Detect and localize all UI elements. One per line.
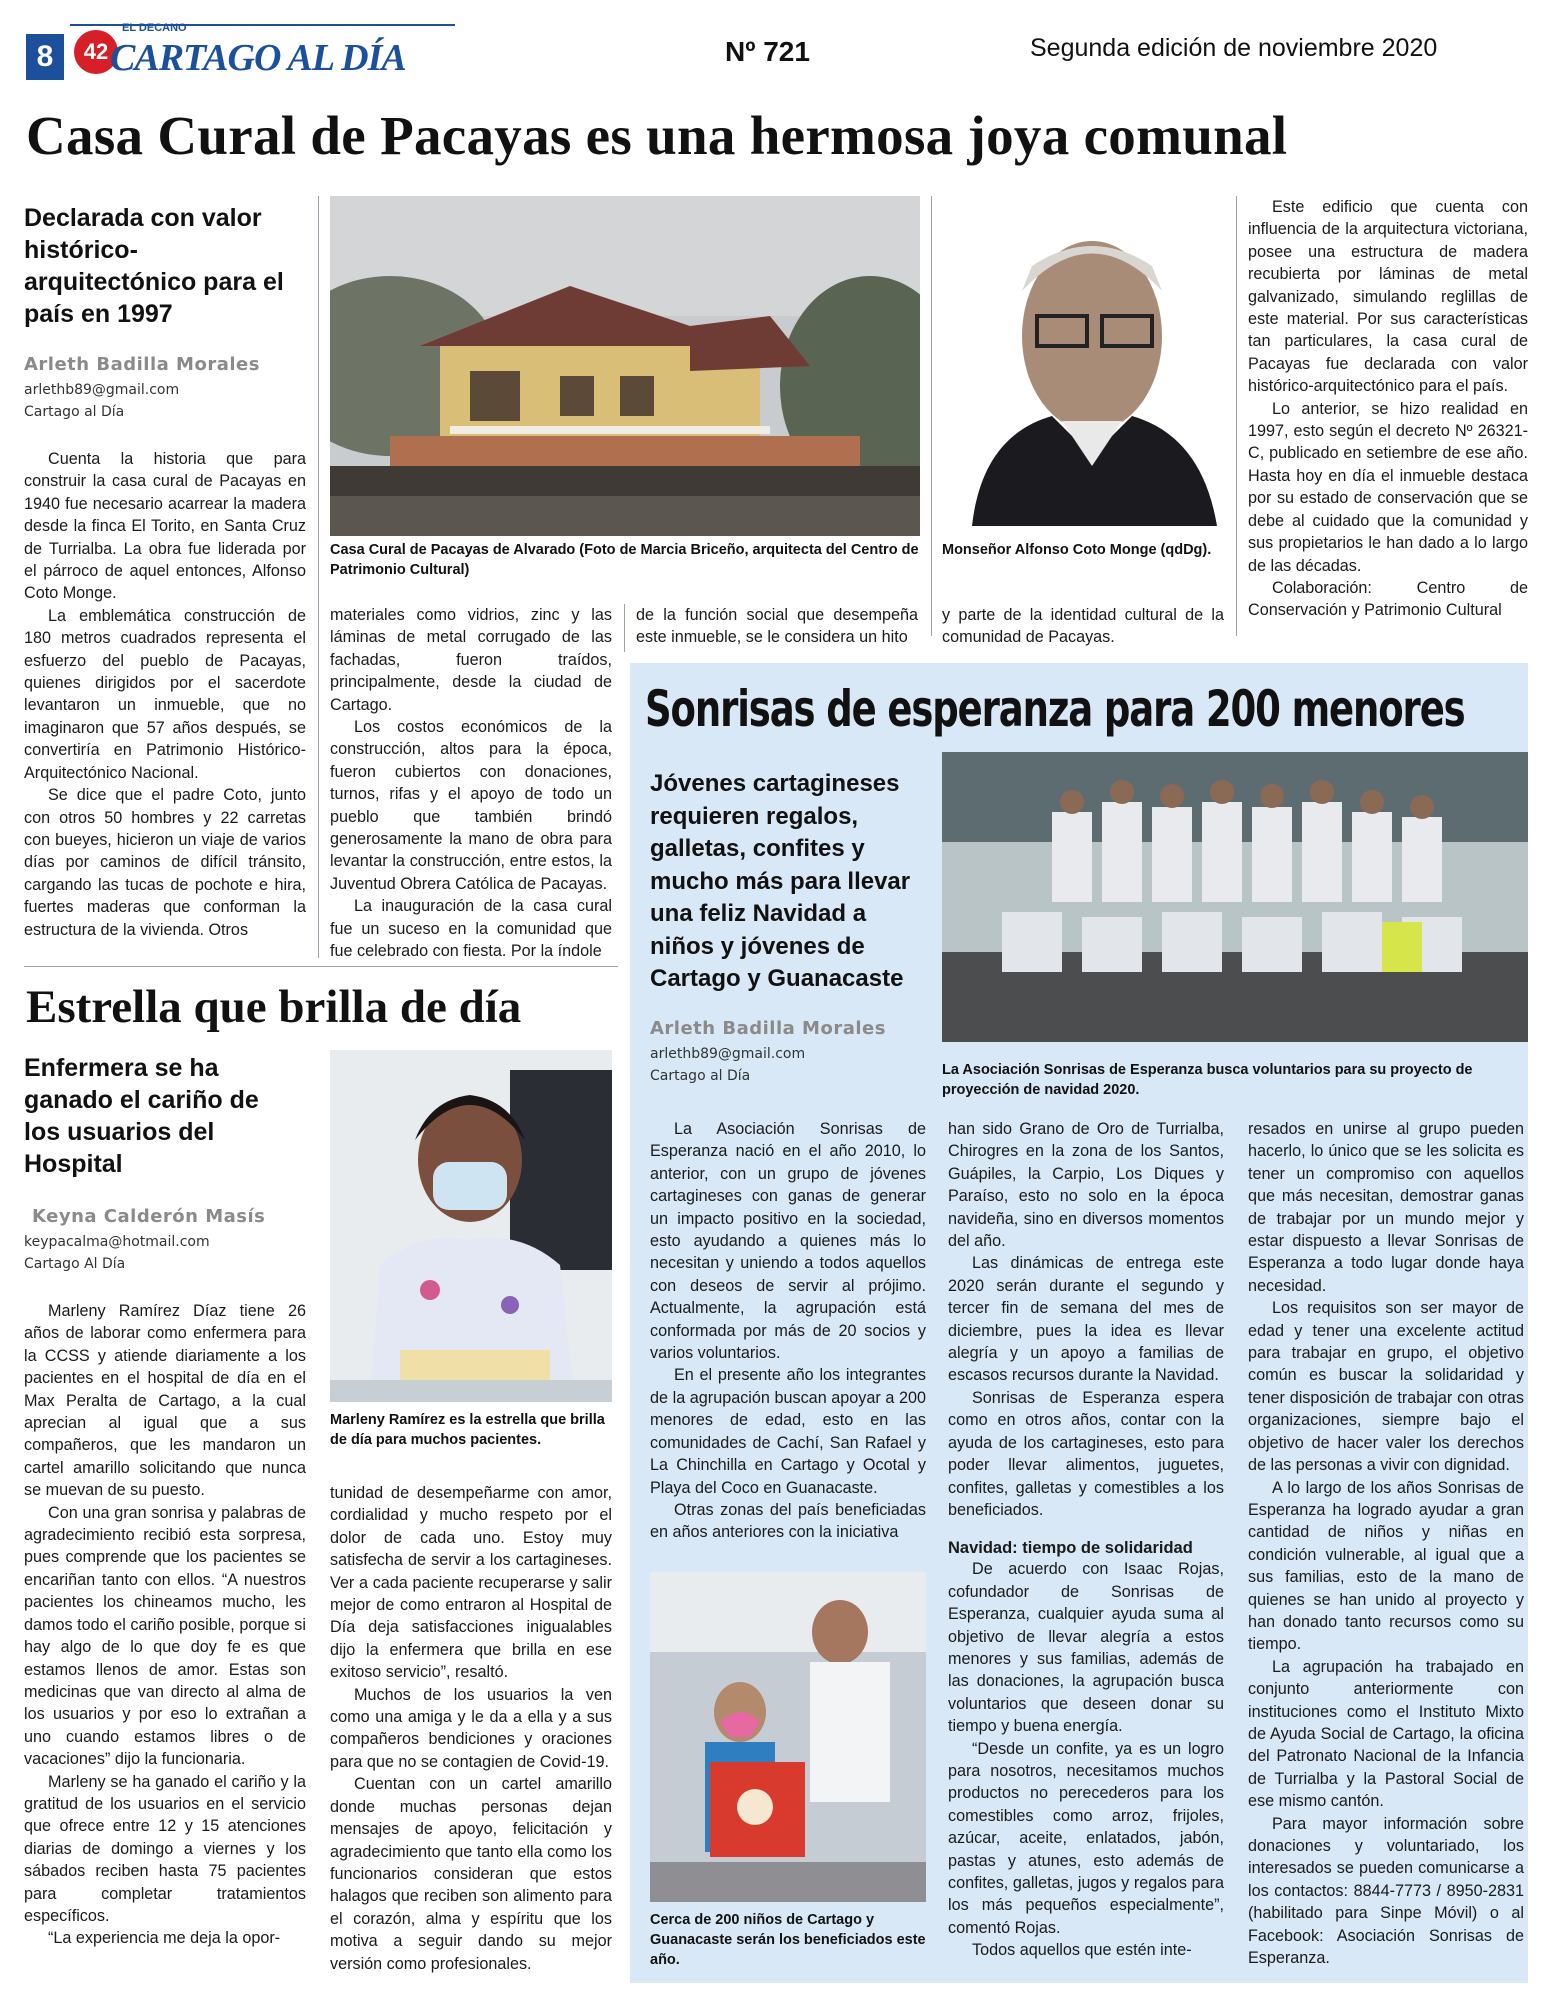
article1-outlet: Cartago al Día xyxy=(24,404,125,420)
priest-caption: Monseñor Alfonso Coto Monge (qdDg). xyxy=(942,542,1212,558)
article1-column-2 xyxy=(330,604,612,963)
paragraph: Sonrisas de Esperanza espera como en otros años, contar con la ayuda de los cartagineses, esto para poder llevar alimentos, juguetes, confites, galletas y comestibles a los beneficiados. xyxy=(948,1388,1224,1519)
page-number: 8 xyxy=(26,34,64,80)
paragraph: Para mayor información sobre donaciones y voluntariado, los interesados se pueden comunicarse a los contactos: 8844-7773 / 8950-2831 (habilitado para Sinpe Móvil) o al Facebook: Asociación Sonrisas de Esperanza. xyxy=(1248,1814,1524,1968)
paragraph: Cuenta la historia que para construir la casa cural de Pacayas en 1940 fue necesario acarrear la madera desde la finca El Torito, en Santa Cruz de Turrialba. La obra fue liderada por el párroco de aquel entonces, Alfonso Coto Monge. xyxy=(24,450,306,603)
paragraph: La agrupación ha trabajado en conjunto anteriormente con instituciones como el Instituto Mixto de Ayuda Social de Cartago, la oficina del Patronato Nacional de la Infancia de Turrialba y la Pastoral Social de ese mismo cantón. xyxy=(1248,1657,1524,1811)
group-volunteers-photo xyxy=(942,752,1528,1042)
article2-email: keypacalma@hotmail.com xyxy=(24,1234,210,1250)
article2-column-1 xyxy=(24,1300,306,1950)
paragraph: Muchos de los usuarios la ven como una amiga y le da a ella y a sus compañeros bendiciones y oraciones para que no se contagien de Covid-19. xyxy=(330,1685,612,1771)
paragraph: Lo anterior, se hizo realidad en 1997, esto según el decreto Nº 26321-C, publicado en setiembre de ese año. Hasta hoy en día el inmueble destaca por su estado de conservación que se debe al cuidado que la comunidad y sus propietarios le han dado a lo largo de las décadas. xyxy=(1248,399,1528,575)
edition-date: Segunda edición de noviembre 2020 xyxy=(1030,34,1438,62)
column-divider xyxy=(931,196,932,636)
priest-portrait-photo xyxy=(942,196,1224,526)
article1-email: arlethb89@gmail.com xyxy=(24,382,180,398)
paragraph: de la función social que desempeña este inmueble, se le considera un hito xyxy=(636,606,918,647)
paragraph: Marleny se ha ganado el cariño y la gratitud de los usuarios en el servicio que ofrece entre 12 y 15 atenciones diarias de domingo a viernes y los sábados reciben hasta 75 pacientes para completar tratamientos específicos. xyxy=(24,1772,306,1925)
masthead-tagline: EL DECANO xyxy=(122,22,187,34)
paragraph: Colaboración: Centro de Conservación y Patrimonio Cultural xyxy=(1248,578,1528,620)
article3-headline: Sonrisas de esperanza para 200 menores xyxy=(645,680,1465,738)
article1-column-4 xyxy=(942,604,1224,649)
article1-author: Arleth Badilla Morales xyxy=(24,354,260,375)
column-divider xyxy=(1236,196,1237,636)
paragraph: Con una gran sonrisa y palabras de agradecimiento recibió esta sorpresa, pues comprende que los pacientes se encariñan tanto con ellos. “A nuestros pacientes los chineamos mucho, les damos todo el cariño posible, porque si hay algo de lo que doy fe es que estamos llenos de amor. Estas son medicinas que van directo al alma de los usuarios y por eso lo extrañan a uno cuando estamos libres o de vacaciones” dijo la funcionaria. xyxy=(24,1503,306,1769)
article3-author: Arleth Badilla Morales xyxy=(650,1018,886,1039)
article2-headline: Estrella que brilla de día xyxy=(26,981,522,1033)
paragraph: A lo largo de los años Sonrisas de Esperanza ha logrado ayudar a gran cantidad de niños y niñas en condición vulnerable, al igual que a sus familias, esto de la mano de quienes se han unido al proyecto y han donado tanto recursos como su tiempo. xyxy=(1248,1478,1524,1654)
article2-author: Keyna Calderón Masís xyxy=(32,1206,266,1227)
masthead-title: CARTAGO AL DÍA xyxy=(110,37,406,79)
column-divider xyxy=(318,196,319,958)
paragraph: En el presente año los integrantes de la agrupación buscan apoyar a 200 menores de edad, esto en las comunidades de Cachí, San Rafael y La Chinchilla en Cartago y Ocotal y Playa del Coco en Guanacaste. xyxy=(650,1366,926,1497)
masthead-logo xyxy=(70,22,406,82)
paragraph: han sido Grano de Oro de Turrialba, Chirogres en la zona de los Santos, Guápiles, la Carpio, Los Diques y Paraíso, esto no solo en la época navideña, sino en diversos momentos del año. xyxy=(948,1120,1224,1251)
paragraph: Los costos económicos de la construcción, altos para la época, fueron cubiertos con donaciones, turnos, rifas y el apoyo de todo un pueblo que también brindó generosamente la mano de obra para levantar la construcción, entre estos, la Juventud Obrera Católica de Pacayas. xyxy=(330,718,612,893)
paragraph: De acuerdo con Isaac Rojas, cofundador de Sonrisas de Esperanza, cualquier ayuda suma al objetivo de llevar alegría a estos menores y sus familias, además de las donaciones, la agrupación busca voluntarios que deseen donar su tiempo y buena energía. xyxy=(948,1560,1224,1736)
paragraph: materiales como vidrios, zinc y las láminas de metal corrugado de las fachadas, fueron traídos, principalmente, desde la ciudad de Cartago. xyxy=(330,606,612,714)
paragraph: Los requisitos son ser mayor de edad y tener una excelente actitud para trabajar en grupo, el objetivo común es buscar la solidaridad y tener disposición de trabajar con otras organizaciones, siempre bajo el objetivo de hacer valer los derechos de las personas a vivir con dignidad. xyxy=(1248,1299,1524,1475)
paragraph: “Desde un confite, ya es un logro para nosotros, necesitamos muchos productos no perecederos para los comestibles como arroz, frijoles, azúcar, aceite, enlatados, jabón, pastas y atunes, esto además de confites, galletas, jugos y regalos para los más pequeños especialmente”, comentó Rojas. xyxy=(948,1739,1224,1937)
paragraph: Este edificio que cuenta con influencia de la arquitectura victoriana, posee una estructura de madera recubierta por láminas de metal galvanizado, simulando reglillas de este material. Por sus características tan particulares, la casa cural de Pacayas fue declarada con valor histórico-arquitectónico para el país. xyxy=(1248,198,1528,396)
article1-column-3 xyxy=(636,604,918,649)
paragraph: La inauguración de la casa cural fue un suceso en la comunidad que fue celebrado con fiesta. Por la índole xyxy=(330,897,612,961)
paragraph: y parte de la identidad cultural de la comunidad de Pacayas. xyxy=(942,606,1224,647)
casa-cural-caption: Casa Cural de Pacayas de Alvarado (Foto de Marcia Briceño, arquitecta del Centro de Patrimonio Cultural) xyxy=(330,542,919,578)
group-caption: La Asociación Sonrisas de Esperanza busca voluntarios para su proyecto de proyección de navidad 2020. xyxy=(942,1062,1473,1098)
nurse-photo xyxy=(330,1050,612,1402)
kids-caption: Cerca de 200 niños de Cartago y Guanacaste serán los beneficiados este año. xyxy=(650,1912,926,1968)
article1-headline: Casa Cural de Pacayas es una hermosa joya comunal xyxy=(26,105,1288,166)
article1-column-1 xyxy=(24,448,306,941)
paragraph: Se dice que el padre Coto, junto con otros 50 hombres y 22 carretas con bueyes, hicieron un viaje de varios días por caminos de difícil tránsito, cargando las tucas de pochote e hira, fuertes maderas que conforman la estructura de la vivienda. Otros xyxy=(24,786,306,939)
paragraph: Marleny Ramírez Díaz tiene 26 años de laborar como enfermera para la CCSS y atiende diariamente a los pacientes en el hospital de día en el Max Peralta de Cartago, a la cual aprecian al igual que a sus compañeros, que les mandaron un cartel amarillo solicitando que nunca se muevan de su puesto. xyxy=(24,1302,306,1500)
paragraph: tunidad de desempeñarme con amor, cordialidad y mucho respeto por el dolor de cada uno. Estoy muy satisfecha de servir a los cartagineses. Ver a cada paciente recuperarse y salir mejor de como entraron al Hospital de Día deja satisfacciones inigualables dijo la enfermera que brilla en ese exitoso servicio”, resaltó. xyxy=(330,1484,612,1682)
paragraph: “La experiencia me deja la opor- xyxy=(48,1929,281,1948)
casa-cural-photo xyxy=(330,196,920,536)
article3-outlet: Cartago al Día xyxy=(650,1068,751,1084)
article3-column-3 xyxy=(1248,1118,1524,1969)
article1-column-5 xyxy=(1248,196,1528,622)
article1-subhead: Declarada con valor histórico-arquitectónico para el país en 1997 xyxy=(24,204,284,328)
paragraph: Las dinámicas de entrega este 2020 serán durante el segundo y tercer fin de semana del mes de diciembre, pues la idea es llevar alegría y un apoyo a familias de escasos recursos durante la Navidad. xyxy=(948,1254,1224,1385)
paragraph: Cuentan con un cartel amarillo donde muchas personas dejan mensajes de apoyo, felicitación y agradecimiento que tanto ella como los funcionarios consideran que estos halagos que reciben son alimento para el corazón, alma y espíritu que los motiva a seguir dando su mejor versión como profesionales. xyxy=(330,1775,612,1973)
column-divider xyxy=(624,604,625,652)
section-title: Navidad: tiempo de solidaridad xyxy=(948,1539,1193,1558)
article3-email: arlethb89@gmail.com xyxy=(650,1046,806,1062)
issue-number: Nº 721 xyxy=(725,36,810,67)
masthead-badge: 42 xyxy=(74,30,118,74)
paragraph: La emblemática construcción de 180 metros cuadrados representa el esfuerzo del pueblo de Pacayas, quienes dirigidos por el sacerdote levantaron un inmueble, que no imaginaron que 57 años después, se convertiría en Patrimonio Histórico-Arquitectónico Nacional. xyxy=(24,606,306,782)
paragraph: resados en unirse al grupo pueden hacerlo, lo único que se les solicita es tener un compromiso con aquellos que más necesitan, demostrar ganas de trabajar por un mundo mejor y estar dispuesto a llevar Sonrisas de Esperanza a todo lugar donde haya necesidad. xyxy=(1248,1120,1524,1295)
kids-gift-photo xyxy=(650,1572,926,1902)
article2-column-2 xyxy=(330,1482,612,1975)
article3-column-1 xyxy=(650,1118,926,1544)
paragraph: Otras zonas del país beneficiadas en años anteriores con la iniciativa xyxy=(650,1500,926,1542)
article3-column-2 xyxy=(948,1118,1224,1962)
article3-subhead: Jóvenes cartagineses requieren regalos, galletas, confites y mucho más para llevar una feliz Navidad a niños y jóvenes de Cartago y Guanacaste xyxy=(650,770,911,992)
article2-outlet: Cartago Al Día xyxy=(24,1256,126,1272)
section-divider xyxy=(24,966,618,967)
paragraph: Todos aquellos que estén inte- xyxy=(972,1941,1192,1960)
article2-subhead: Enfermera se ha ganado el cariño de los usuarios del Hospital xyxy=(24,1054,259,1178)
nurse-caption: Marleny Ramírez es la estrella que brilla de día para muchos pacientes. xyxy=(330,1412,605,1448)
paragraph: La Asociación Sonrisas de Esperanza nació en el año 2010, lo anterior, con un grupo de jóvenes cartagineses con ganas de generar un impacto positivo en la sociedad, esto ayudando a quienes más lo necesitan y uniendo a todos aquellos con deseos de servir al prójimo. Actualmente, la agrupación está conformada por más de 20 socios y varios voluntarios. xyxy=(650,1120,926,1363)
